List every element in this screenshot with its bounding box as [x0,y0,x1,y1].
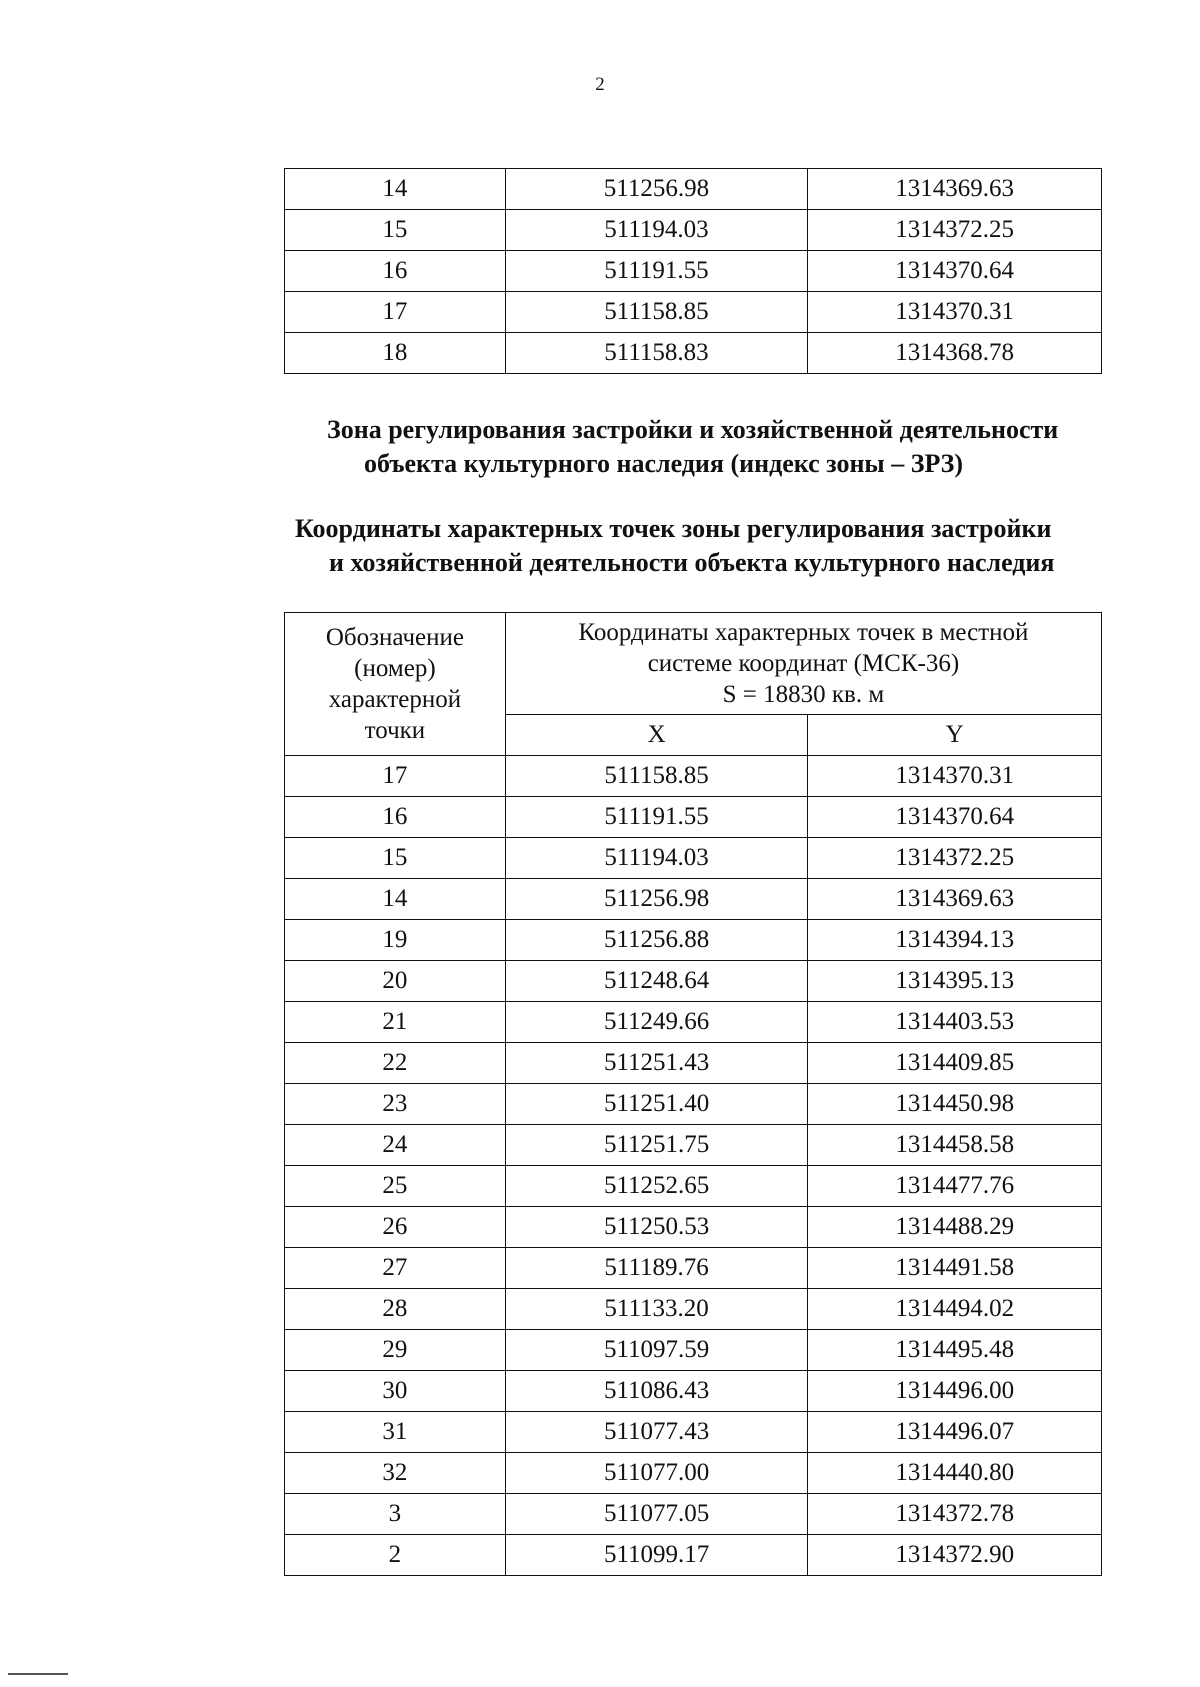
x-coordinate-cell: 511251.40 [505,1084,808,1125]
header-coordinates-line: системе координат (МСК-36) [647,650,960,677]
x-coordinate-cell: 511191.55 [505,251,808,292]
y-coordinate-cell: 1314477.76 [808,1166,1102,1207]
table-row [285,838,1102,879]
table-row [285,333,1102,374]
y-coordinate-cell: 1314372.90 [808,1535,1102,1576]
x-coordinate-cell: 511099.17 [505,1535,808,1576]
point-number-cell: 28 [285,1289,506,1330]
point-number-cell: 22 [285,1043,506,1084]
table-row [285,879,1102,920]
x-coordinate-cell: 511077.00 [505,1453,808,1494]
point-number-cell: 29 [285,1330,506,1371]
header-point-label-line: Обозначение [325,624,464,651]
y-coordinate-cell: 1314370.31 [808,756,1102,797]
coordinates-table [284,612,1102,1576]
table-row [285,1289,1102,1330]
table-row [285,1002,1102,1043]
header-coordinates-line: Координаты характерных точек в местной [578,619,1029,646]
y-coordinate-cell: 1314440.80 [808,1453,1102,1494]
table-row [285,797,1102,838]
coordinates-heading-line-2: и хозяйственной деятельности объекта культурного наследия [329,548,1055,577]
header-coordinates [505,613,1101,715]
x-coordinate-cell: 511133.20 [505,1289,808,1330]
page-number: 2 [595,74,605,95]
x-coordinate-cell: 511158.85 [505,756,808,797]
zone-heading-line-1: Зона регулирования застройки и хозяйственной деятельности [327,415,1059,444]
y-coordinate-cell: 1314370.64 [808,797,1102,838]
coordinates-table-continued [284,168,1102,374]
table-row [285,210,1102,251]
x-coordinate-cell: 511248.64 [505,961,808,1002]
y-coordinate-cell: 1314494.02 [808,1289,1102,1330]
x-coordinate-cell: 511194.03 [505,838,808,879]
table-row [285,1248,1102,1289]
point-number-cell: 15 [285,210,506,251]
x-coordinate-cell: 511251.43 [505,1043,808,1084]
zone-heading [0,413,1200,481]
table-row [285,1084,1102,1125]
point-number-cell: 21 [285,1002,506,1043]
table-row [285,251,1102,292]
y-coordinate-cell: 1314450.98 [808,1084,1102,1125]
header-point-label-line: характерной [328,686,462,713]
table-row [285,961,1102,1002]
x-coordinate-cell: 511251.75 [505,1125,808,1166]
point-number-cell: 20 [285,961,506,1002]
y-coordinate-cell: 1314368.78 [808,333,1102,374]
table-row [285,1043,1102,1084]
table-row [285,1166,1102,1207]
point-number-cell: 23 [285,1084,506,1125]
y-coordinate-cell: 1314372.25 [808,210,1102,251]
y-coordinate-cell: 1314370.31 [808,292,1102,333]
x-coordinate-cell: 511077.05 [505,1494,808,1535]
table-row [285,1412,1102,1453]
y-coordinate-cell: 1314488.29 [808,1207,1102,1248]
table-row [285,1125,1102,1166]
table-row [285,292,1102,333]
point-number-cell: 14 [285,169,506,210]
x-coordinate-cell: 511194.03 [505,210,808,251]
coordinates-heading-line-1: Координаты характерных точек зоны регулирования застройки [295,514,1052,543]
table-row [285,1535,1102,1576]
table-row [285,1494,1102,1535]
header-point-label-line: точки [364,717,426,744]
y-coordinate-cell: 1314403.53 [808,1002,1102,1043]
point-number-cell: 24 [285,1125,506,1166]
y-coordinate-cell: 1314369.63 [808,879,1102,920]
y-coordinate-cell: 1314369.63 [808,169,1102,210]
y-coordinate-cell: 1314394.13 [808,920,1102,961]
x-coordinate-cell: 511158.83 [505,333,808,374]
point-number-cell: 2 [285,1535,506,1576]
header-area: S = 18830 кв. м [722,681,885,708]
header-point-label-line: (номер) [354,655,436,682]
point-number-cell: 18 [285,333,506,374]
x-coordinate-cell: 511256.88 [505,920,808,961]
y-coordinate-cell: 1314496.00 [808,1371,1102,1412]
point-number-cell: 32 [285,1453,506,1494]
point-number-cell: 30 [285,1371,506,1412]
header-y: Y [808,715,1102,756]
table-row [285,1453,1102,1494]
y-coordinate-cell: 1314496.07 [808,1412,1102,1453]
x-coordinate-cell: 511077.43 [505,1412,808,1453]
table-row [285,920,1102,961]
point-number-cell: 14 [285,879,506,920]
table-row [285,1371,1102,1412]
zone-heading-line-2: объекта культурного наследия (индекс зоны – ЗРЗ) [364,449,964,478]
table-row [285,169,1102,210]
y-coordinate-cell: 1314395.13 [808,961,1102,1002]
header-x: X [505,715,808,756]
y-coordinate-cell: 1314491.58 [808,1248,1102,1289]
x-coordinate-cell: 511086.43 [505,1371,808,1412]
point-number-cell: 26 [285,1207,506,1248]
y-coordinate-cell: 1314372.78 [808,1494,1102,1535]
point-number-cell: 27 [285,1248,506,1289]
margin-mark [8,1673,68,1675]
header-point-label [285,613,506,756]
point-number-cell: 15 [285,838,506,879]
point-number-cell: 17 [285,756,506,797]
x-coordinate-cell: 511097.59 [505,1330,808,1371]
point-number-cell: 16 [285,797,506,838]
x-coordinate-cell: 511158.85 [505,292,808,333]
point-number-cell: 17 [285,292,506,333]
table-row [285,1330,1102,1371]
y-coordinate-cell: 1314458.58 [808,1125,1102,1166]
x-coordinate-cell: 511249.66 [505,1002,808,1043]
point-number-cell: 25 [285,1166,506,1207]
table-row [285,1207,1102,1248]
point-number-cell: 16 [285,251,506,292]
x-coordinate-cell: 511252.65 [505,1166,808,1207]
y-coordinate-cell: 1314372.25 [808,838,1102,879]
table-row [285,756,1102,797]
point-number-cell: 19 [285,920,506,961]
x-coordinate-cell: 511250.53 [505,1207,808,1248]
y-coordinate-cell: 1314495.48 [808,1330,1102,1371]
y-coordinate-cell: 1314409.85 [808,1043,1102,1084]
x-coordinate-cell: 511189.76 [505,1248,808,1289]
x-coordinate-cell: 511191.55 [505,797,808,838]
y-coordinate-cell: 1314370.64 [808,251,1102,292]
point-number-cell: 31 [285,1412,506,1453]
coordinates-heading [0,512,1200,580]
x-coordinate-cell: 511256.98 [505,879,808,920]
x-coordinate-cell: 511256.98 [505,169,808,210]
point-number-cell: 3 [285,1494,506,1535]
